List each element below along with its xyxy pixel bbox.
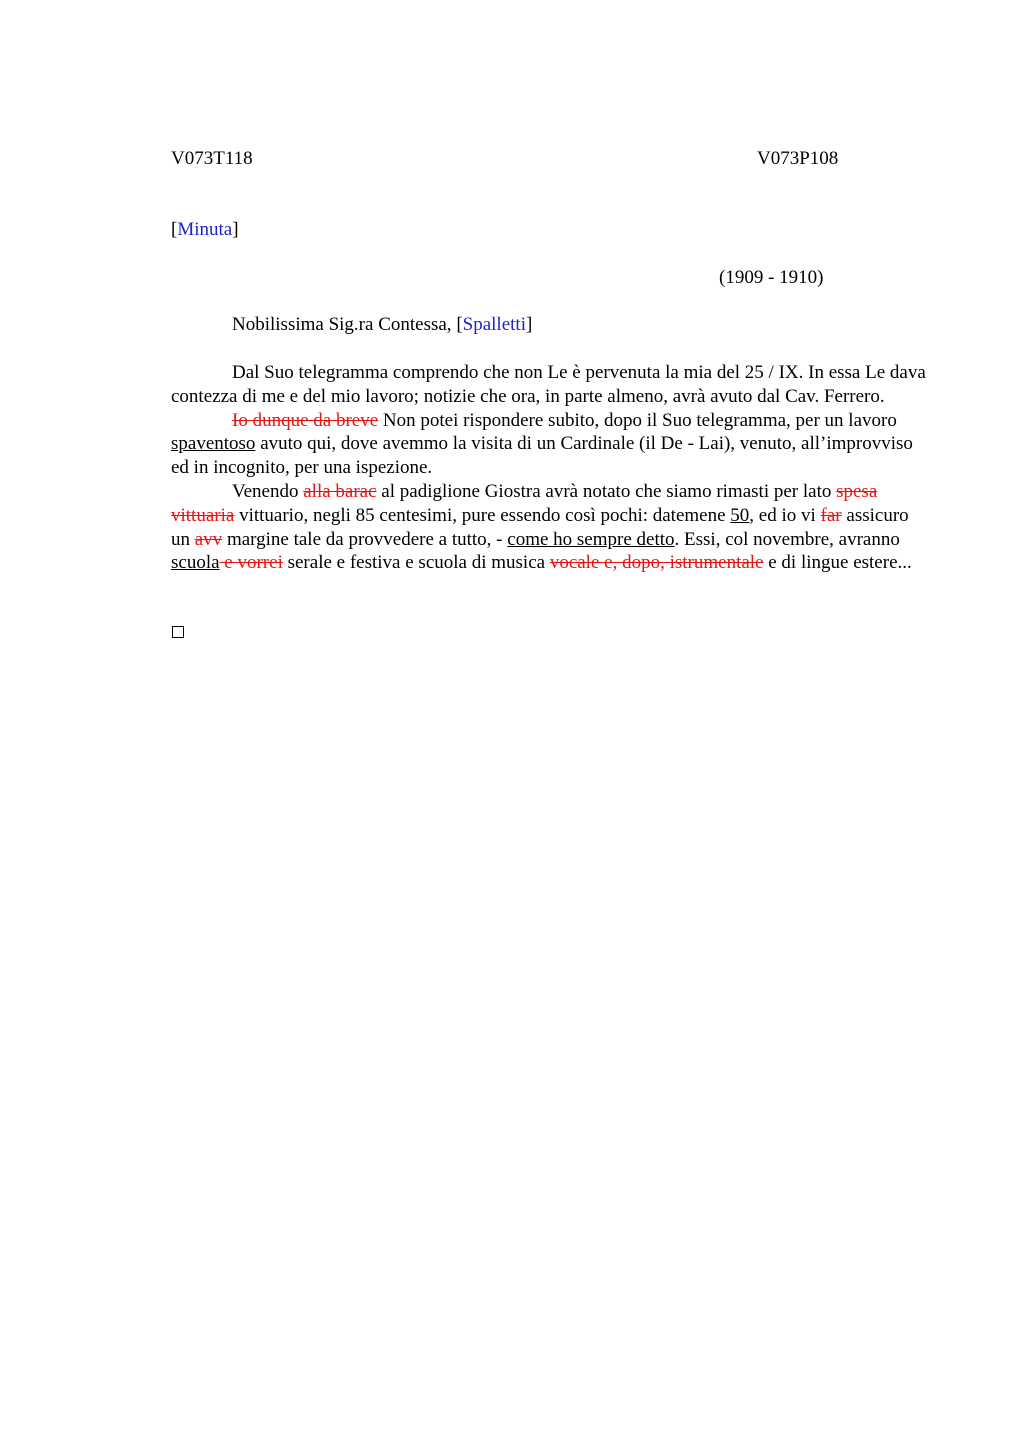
underlined-text: come ho sempre detto [507, 528, 675, 550]
letter-body [171, 361, 931, 575]
paragraph-2 [171, 409, 931, 480]
paragraph-text: , ed io vi [749, 504, 821, 526]
salutation [232, 313, 532, 337]
paragraph-text: serale e festiva e scuola di musica [282, 552, 550, 574]
underlined-text: spaventoso [171, 433, 256, 455]
underlined-text: scuola [171, 552, 220, 574]
deleted-text: far [820, 504, 842, 526]
underlined-text: 50 [730, 504, 750, 526]
deleted-text: avv [194, 528, 223, 550]
paragraph-1-text: Dal Suo telegramma comprendo che non Le è pervenuta la mia del 25 / IX. In essa Le dava contezza di me e del mio lavoro; notizie che ora, in parte almeno, avrà avuto dal Cav. Ferrero. [171, 362, 926, 407]
bracket-close: ] [525, 314, 533, 335]
bracket-open: [ [171, 219, 178, 240]
document-code-right: V073P108 [757, 148, 839, 169]
minuta-heading [171, 218, 239, 242]
paragraph-text: . Essi, col novembre, avranno [674, 528, 900, 550]
paragraph-text: assicuro un [171, 504, 909, 550]
paragraph-text: e di lingue estere... [763, 552, 912, 574]
paragraph-text: Venendo [232, 480, 304, 502]
deleted-text: alla barac [303, 480, 377, 502]
document-code-left: V073T118 [171, 148, 253, 169]
paragraph-text: avuto qui, dove avemmo la visita di un Cardinale (il De - Lai), venuto, all’improvviso ed in incognito, per una ispezione. [171, 433, 913, 479]
minuta-label: Minuta [177, 219, 233, 240]
bracket-close: ] [232, 219, 239, 240]
deleted-text: Io dunque da breve [232, 409, 379, 431]
paragraph-text: Non potei rispondere subito, dopo il Suo telegramma, per un lavoro [378, 409, 897, 431]
end-mark-square-icon [172, 626, 184, 638]
paragraph-3 [171, 480, 931, 575]
paragraph-1 [171, 361, 931, 409]
bracket-open: [ [456, 314, 463, 335]
deleted-text: spesa vittuaria [171, 480, 878, 526]
paragraph-text: al padiglione Giostra avrà notato che siamo rimasti per lato [376, 480, 837, 502]
paragraph-text: vittuario, negli 85 centesimi, pure essendo così pochi: datemene [234, 504, 731, 526]
paragraph-text: margine tale da provvedere a tutto, - [222, 528, 508, 550]
recipient-name: Spalletti [462, 314, 526, 335]
letter-date: (1909 - 1910) [719, 267, 824, 288]
deleted-text: vocale e, dopo, istrumentale [549, 552, 764, 574]
deleted-text: e vorrei [219, 552, 283, 574]
salutation-text: Nobilissima Sig.ra Contessa, [232, 314, 457, 335]
